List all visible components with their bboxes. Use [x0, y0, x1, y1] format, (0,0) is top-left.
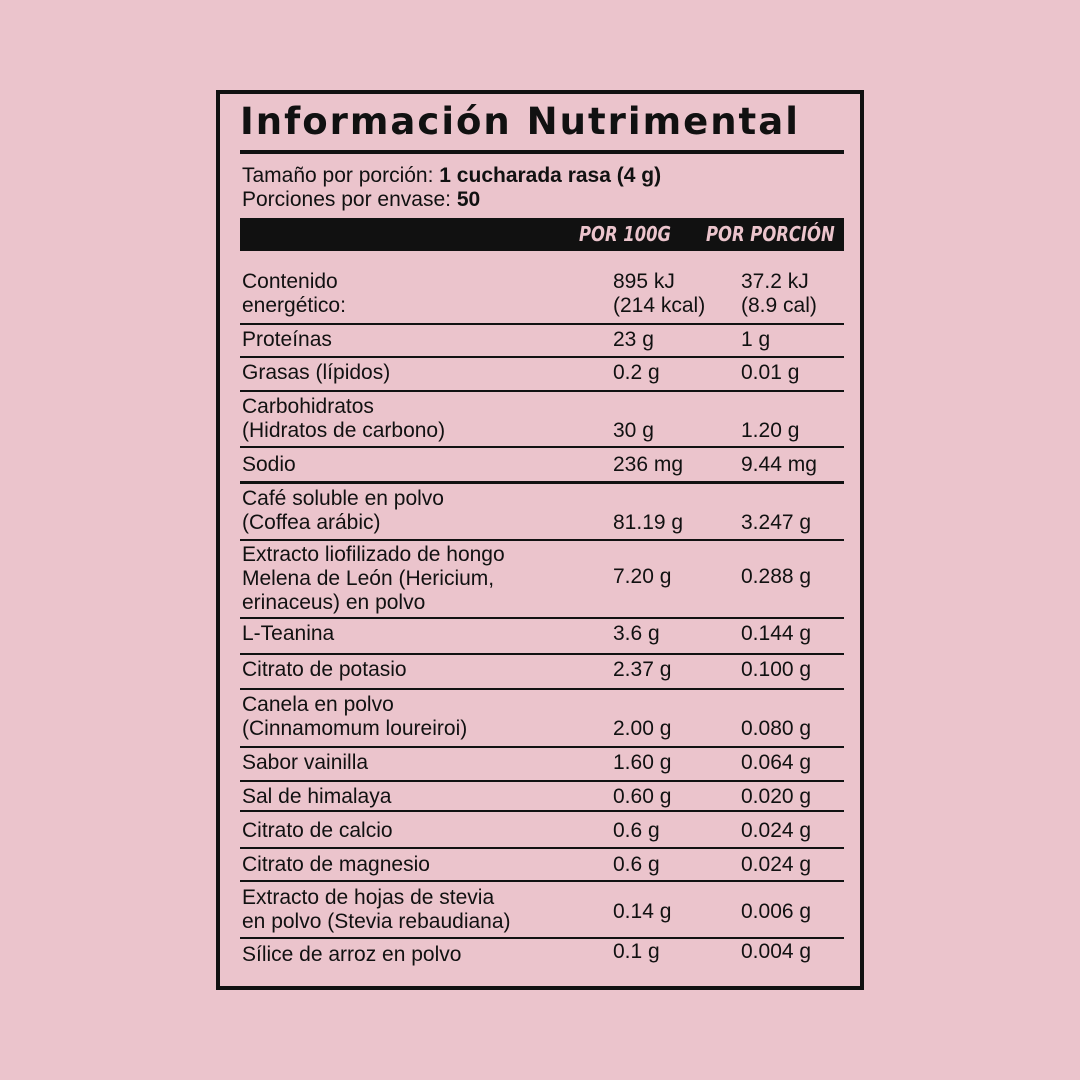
value-per-serving: 3.247 g — [741, 511, 812, 534]
title-rule — [240, 150, 844, 154]
value-per-100g: 7.20 g — [613, 565, 672, 588]
nutrient-name: Sal de himalaya — [242, 785, 392, 808]
nutrient-name: Citrato de calcio — [242, 819, 393, 842]
nutrient-name: Sabor vainilla — [242, 751, 369, 774]
row-divider — [240, 539, 844, 541]
serving-size-label: Tamaño por porción: — [242, 164, 434, 187]
nutrient-name: Café soluble en polvo (Coffea arábic) — [242, 487, 444, 534]
servings-value: 50 — [456, 188, 481, 211]
value-per-serving: 0.006 g — [741, 900, 812, 923]
value-per-100g: 3.6 g — [613, 622, 660, 645]
value-per-serving: 37.2 kJ (8.9 cal) — [741, 270, 817, 317]
row-divider — [240, 688, 844, 690]
nutrition-label — [216, 90, 864, 990]
nutrient-name: Carbohidratos (Hidratos de carbono) — [242, 395, 446, 442]
row-divider — [240, 356, 844, 358]
value-per-100g: 0.1 g — [613, 940, 660, 963]
row-divider — [240, 617, 844, 619]
row-divider — [240, 390, 844, 392]
value-per-serving: 0.064 g — [741, 751, 812, 774]
label-title: Información Nutrimental — [240, 100, 800, 143]
nutrient-name: Grasas (lípidos) — [242, 361, 391, 384]
value-per-serving: 0.100 g — [741, 658, 812, 681]
value-per-100g: 0.14 g — [613, 900, 672, 923]
row-divider — [240, 780, 844, 782]
row-divider — [240, 746, 844, 748]
row-divider — [240, 847, 844, 849]
value-per-serving: 0.144 g — [741, 622, 812, 645]
row-divider — [240, 323, 844, 325]
row-divider — [240, 810, 844, 812]
value-per-100g: 2.37 g — [613, 658, 672, 681]
row-divider — [240, 880, 844, 882]
value-per-serving: 1 g — [741, 328, 771, 351]
value-per-100g: 30 g — [613, 419, 654, 442]
nutrient-name: Sílice de arroz en polvo — [242, 943, 462, 966]
serving-size-value: 1 cucharada rasa (4 g) — [439, 164, 662, 187]
nutrient-name: L-Teanina — [242, 622, 335, 645]
row-divider — [240, 446, 844, 448]
row-divider — [240, 653, 844, 655]
value-per-100g: 0.6 g — [613, 819, 660, 842]
value-per-100g: 23 g — [613, 328, 654, 351]
nutrient-name: Proteínas — [242, 328, 332, 351]
value-per-serving: 0.024 g — [741, 853, 812, 876]
servings-per-container — [242, 188, 480, 212]
value-per-100g: 81.19 g — [613, 511, 684, 534]
value-per-100g: 0.2 g — [613, 361, 660, 384]
nutrient-name: Extracto de hojas de stevia en polvo (Stevia rebaudiana) — [242, 886, 511, 933]
nutrient-name: Citrato de magnesio — [242, 853, 430, 876]
value-per-serving: 0.01 g — [741, 361, 800, 384]
value-per-serving: 0.080 g — [741, 717, 812, 740]
value-per-100g: 0.60 g — [613, 785, 672, 808]
nutrient-name: Citrato de potasio — [242, 658, 407, 681]
value-per-serving: 9.44 mg — [741, 453, 817, 476]
value-per-100g: 2.00 g — [613, 717, 672, 740]
column-header-per100: POR 100G — [579, 222, 671, 246]
value-per-serving: 0.004 g — [741, 940, 812, 963]
nutrient-name: Sodio — [242, 453, 296, 476]
row-divider — [240, 937, 844, 939]
value-per-serving: 0.024 g — [741, 819, 812, 842]
servings-label: Porciones por envase: — [242, 188, 451, 211]
value-per-serving: 0.288 g — [741, 565, 812, 588]
value-per-serving: 1.20 g — [741, 419, 800, 442]
value-per-100g: 0.6 g — [613, 853, 660, 876]
row-divider — [240, 481, 844, 484]
nutrient-name: Extracto liofilizado de hongo Melena de León (Hericium, erinaceus) en polvo — [242, 543, 505, 614]
value-per-100g: 895 kJ (214 kcal) — [613, 270, 706, 317]
serving-size — [242, 164, 661, 188]
column-header-bar — [240, 218, 844, 251]
value-per-serving: 0.020 g — [741, 785, 812, 808]
value-per-100g: 1.60 g — [613, 751, 672, 774]
nutrient-name: Contenido energético: — [242, 270, 346, 317]
nutrient-name: Canela en polvo (Cinnamomum loureiroi) — [242, 693, 468, 740]
column-header-per-serving: POR PORCIÓN — [706, 222, 835, 246]
value-per-100g: 236 mg — [613, 453, 684, 476]
